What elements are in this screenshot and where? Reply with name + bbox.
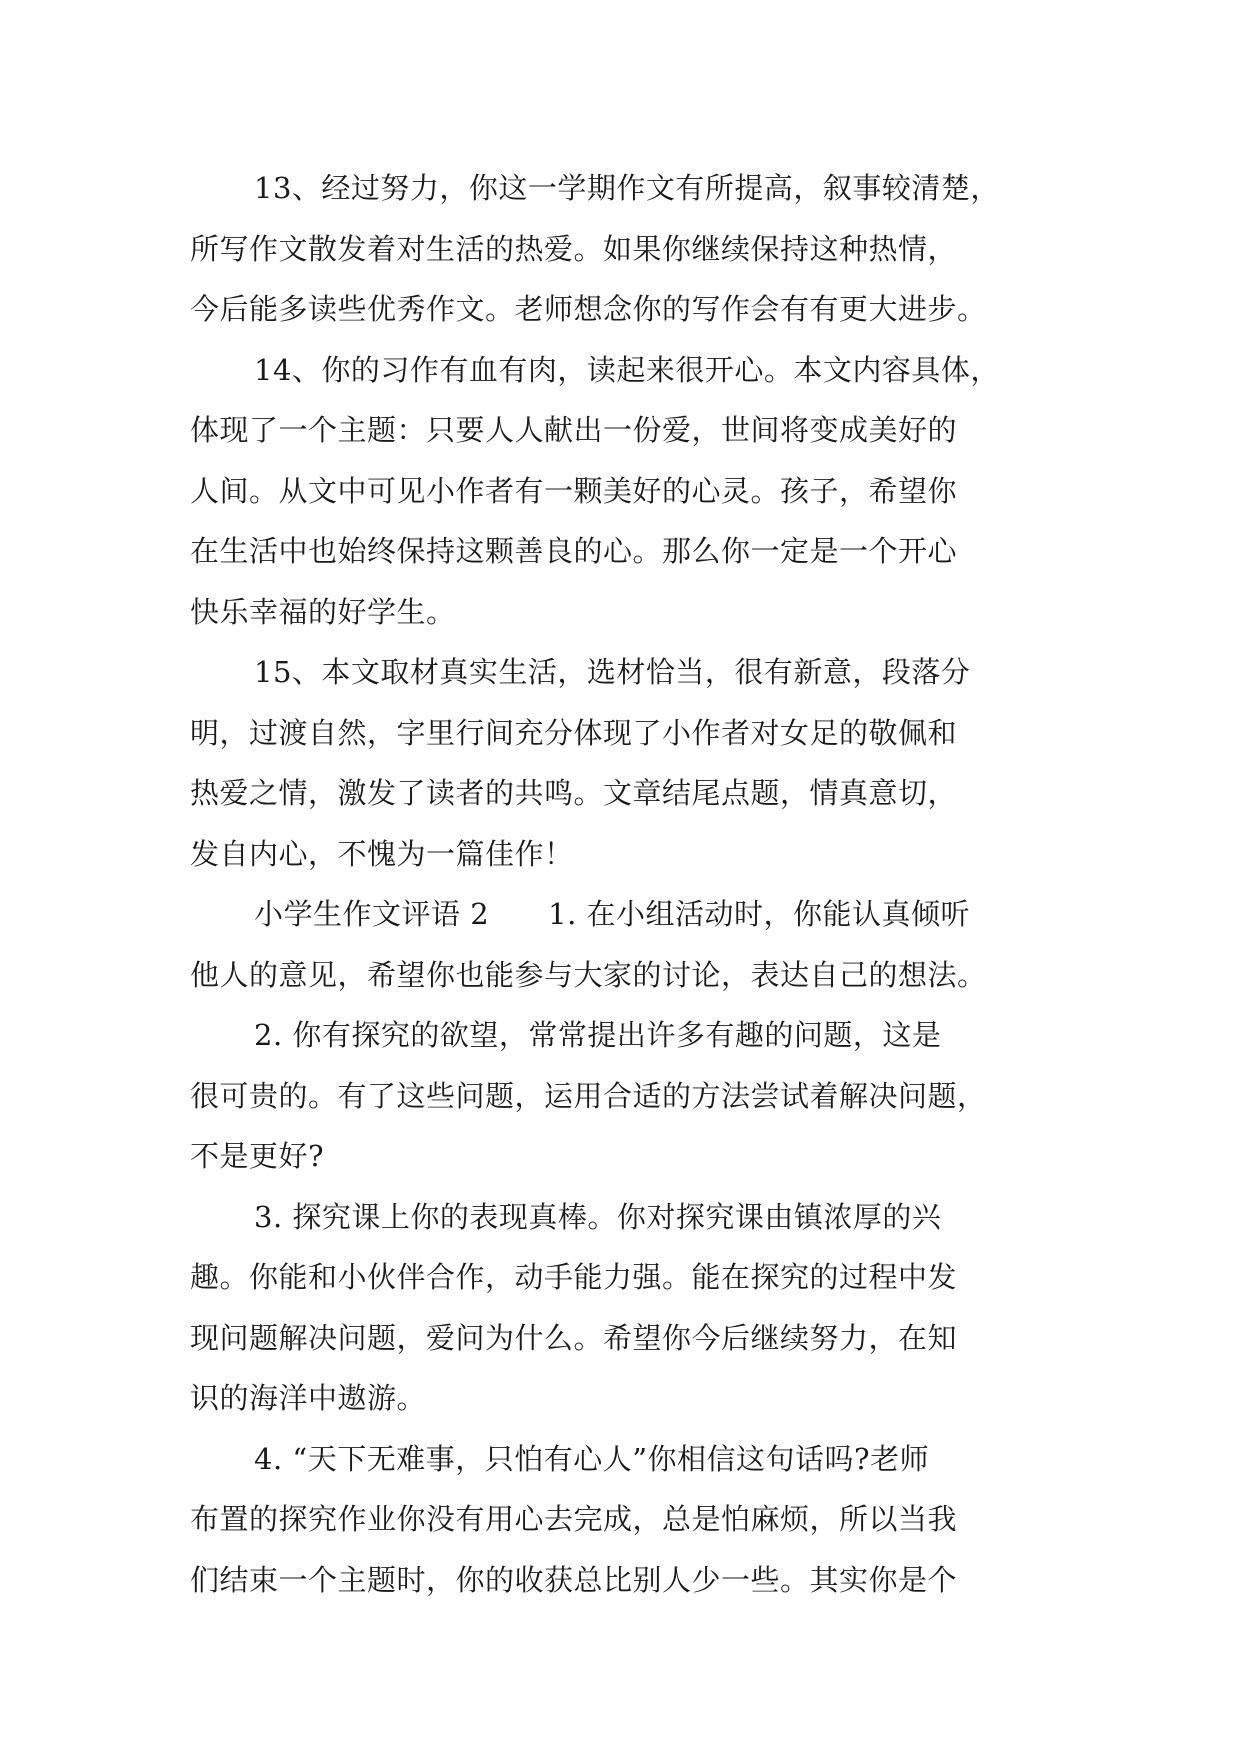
text-line: 15、本文取材真实生活，选材恰当，很有新意，段落分 bbox=[254, 655, 971, 689]
text-line: 不是更好? bbox=[190, 1139, 325, 1173]
text-line: 4. “天下无难事，只怕有心人”你相信这句话吗?老师 bbox=[254, 1441, 930, 1476]
text-line: 们结束一个主题时，你的收获总比别人少一些。其实你是个 bbox=[190, 1562, 958, 1597]
text-line: 所写作文散发着对生活的热爱。如果你继续保持这种热情， bbox=[190, 231, 958, 266]
text-line: 2. 你有探究的欲望，常常提出许多有趣的问题，这是 bbox=[254, 1018, 942, 1052]
text-line: 小学生作文评语 2 1. 在小组活动时，你能认真倾听 bbox=[254, 897, 971, 931]
text-line: 14、你的习作有血有肉，读起来很开心。本文内容具体， bbox=[254, 352, 1000, 387]
document-body bbox=[190, 158, 1090, 1610]
text-line: 识的海洋中遨游。 bbox=[190, 1381, 427, 1415]
text-line: 发自内心，不愧为一篇佳作！ bbox=[190, 836, 574, 871]
text-line: 热爱之情，激发了读者的共鸣。文章结尾点题，情真意切， bbox=[190, 776, 958, 810]
text-line: 趣。你能和小伙伴合作，动手能力强。能在探究的过程中发 bbox=[190, 1260, 958, 1294]
text-line: 明，过渡自然，字里行间充分体现了小作者对女足的敬佩和 bbox=[190, 715, 958, 750]
text-line: 人间。从文中可见小作者有一颗美好的心灵。孩子，希望你 bbox=[190, 473, 958, 508]
text-line: 体现了一个主题：只要人人献出一份爱，世间将变成美好的 bbox=[190, 413, 958, 447]
text-line: 在生活中也始终保持这颗善良的心。那么你一定是一个开心 bbox=[190, 534, 958, 568]
text-line: 布置的探究作业你没有用心去完成，总是怕麻烦，所以当我 bbox=[190, 1502, 958, 1536]
text-line: 13、经过努力，你这一学期作文有所提高，叙事较清楚， bbox=[254, 171, 1000, 205]
text-line: 现问题解决问题，爱问为什么。希望你今后继续努力，在知 bbox=[190, 1320, 958, 1355]
text-line: 很可贵的。有了这些问题，运用合适的方法尝试着解决问题， bbox=[190, 1078, 987, 1113]
text-line: 3. 探究课上你的表现真棒。你对探究课由镇浓厚的兴 bbox=[254, 1199, 942, 1234]
text-line: 快乐幸福的好学生。 bbox=[190, 594, 456, 629]
text-line: 他人的意见，希望你也能参与大家的讨论，表达自己的想法。 bbox=[190, 957, 987, 992]
text-line: 今后能多读些优秀作文。老师想念你的写作会有有更大进步。 bbox=[190, 292, 987, 326]
